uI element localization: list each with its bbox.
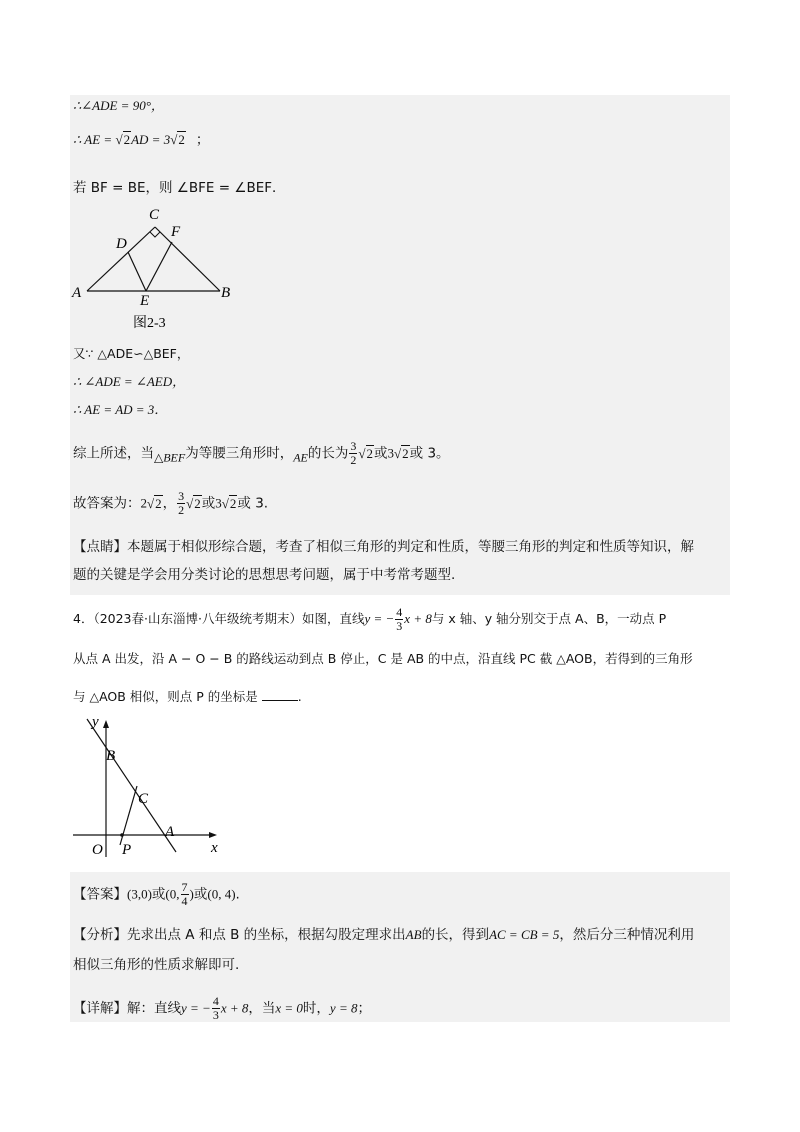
label-d: D	[116, 236, 127, 252]
detail-line: 【详解】解：直线y = − $\frac{4}{3}$ x + 8，当x = 0时，y = 8；	[73, 994, 371, 1022]
label-e: E	[140, 293, 150, 309]
point-p	[120, 833, 124, 837]
label-a: A	[72, 285, 82, 301]
dianjing-line-2: 题的关键是学会用分类讨论的思想思考问题，属于中考常考题型.	[73, 567, 456, 583]
question-4-line-2: 从点 A 出发，沿 A − O − B 的路线运动到点 B 停止，C 是 AB 的中点，沿直线 PC 截 △AOB，若得到的三角形	[73, 651, 693, 666]
label-y: y	[92, 714, 99, 730]
figure-q4	[70, 712, 230, 862]
right-angle-mark	[150, 232, 160, 237]
label-f: F	[171, 224, 181, 240]
segment-de	[128, 252, 146, 291]
label-c: C	[138, 791, 149, 807]
y-axis-arrow	[103, 720, 109, 728]
answer-summary-line: 故答案为：2√2， $\frac{3}{2}$ √2或3√2或 3.	[73, 489, 269, 517]
label-p: P	[122, 842, 132, 858]
x-axis-arrow	[209, 832, 217, 838]
analysis-line-2: 相似三角形的性质求解即可.	[73, 957, 240, 973]
dianjing-line-1: 【点睛】本题属于相似形综合题，考查了相似三角形的判定和性质，等腰三角形的判定和性质等知识，解	[73, 539, 694, 555]
label-a: A	[165, 824, 175, 840]
figure-2-3	[70, 205, 240, 335]
label-b: B	[106, 748, 116, 764]
solution-line-6: ∴ AE = AD = 3．	[73, 402, 168, 417]
question-4-line-3: 与 △AOB 相似，则点 P 的坐标是 .	[73, 689, 302, 704]
label-o: O	[92, 842, 103, 858]
analysis-line-1: 【分析】先求出点 A 和点 B 的坐标，根据勾股定理求出AB的长，得到AC = CB = 5，然后分三种情况利用	[73, 927, 695, 943]
summary-line: 综上所述，当△BEF为等腰三角形时，AE的长为 $\frac{3}{2}$ √2或3√2或 3。	[73, 439, 450, 467]
solution-line-1: ∴∠ADE = 90°，	[73, 98, 164, 113]
segment-ef	[146, 242, 172, 291]
label-x: x	[211, 840, 218, 856]
line-ab	[87, 719, 176, 852]
figure-caption: 图2-3	[133, 316, 166, 331]
segment-cb	[155, 227, 220, 291]
question-4-line-1: 4．（2023春·山东淄博·八年级统考期末）如图，直线y = − $\frac{4}{3}$ x + 8与 x 轴、y 轴分别交于点 A、B，一动点 P	[73, 605, 667, 633]
solution-line-5: ∴ ∠ADE = ∠AED，	[73, 374, 186, 389]
label-c: C	[149, 207, 160, 223]
solution-line-2: ∴ AE = √2AD = 3√2 ；	[73, 132, 210, 148]
label-b: B	[221, 285, 231, 301]
answer-blank	[262, 688, 298, 701]
solution-line-3: 若 BF = BE，则 ∠BFE = ∠BEF．	[73, 180, 286, 196]
solution-line-4: 又∵ △ADE∽△BEF，	[73, 346, 190, 361]
answer-line: 【答案】(3,0)或(0, $\frac{7}{4}$ )或(0, 4).	[73, 880, 240, 908]
